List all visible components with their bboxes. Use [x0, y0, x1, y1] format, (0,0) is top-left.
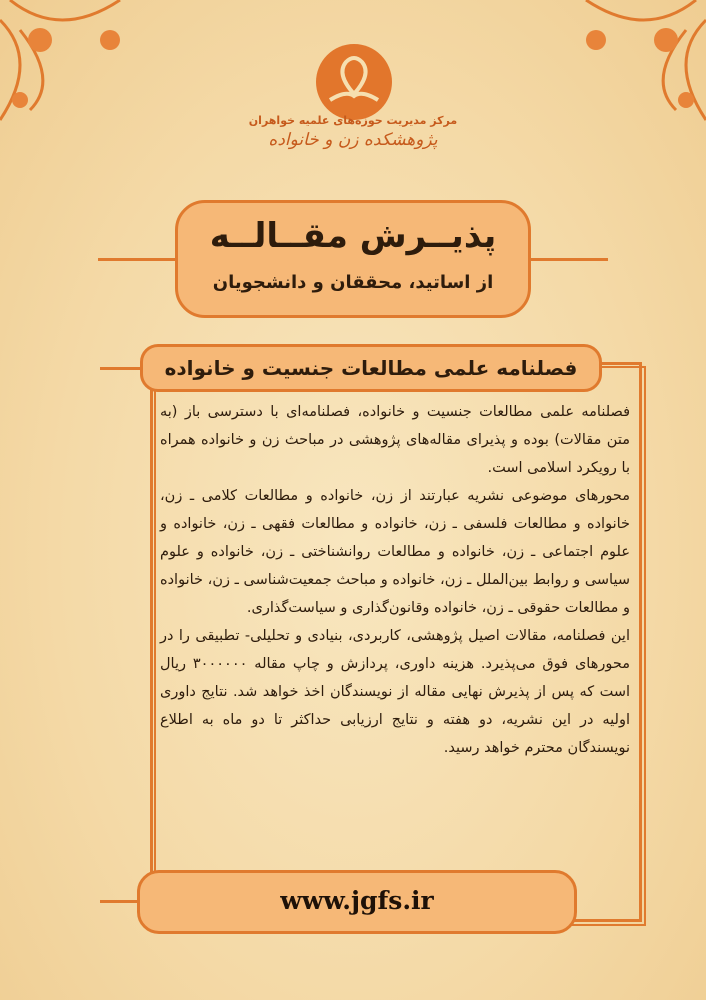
paragraph-intro: فصلنامه علمی مطالعات جنسیت و خانواده، فصلنامه‌ای با دسترسی باز (به متن مقالات) بوده و پذیرای مقاله‌های پژوهشی در مباحث زن و خانواده همراه با رویکرد اسلامی است. — [160, 404, 630, 476]
ornament-line-right — [528, 258, 608, 261]
floral-corner-ornament-right — [536, 0, 706, 130]
org-name: مرکز مدیریت حوزه‌های علمیه خواهران — [248, 114, 458, 127]
paragraph-fees: این فصلنامه، مقالات اصیل پژوهشی، کاربردی، بنیادی و تحلیلی- تطبیقی را در محورهای فوق می‌پذیرد. هزینه داوری، پردازش و چاپ مقاله ۳۰۰۰۰۰۰ ریال است که پس از پذیرش نهایی مقاله از نویسندگان اخذ خواهد شد. نتایج داوری اولیه در این نشریه، دو هفته و نتایج ارزیابی حداکثر تا دو ماه به اطلاع نویسندگان محترم خواهد رسید. — [160, 628, 630, 756]
ornament-line-left — [98, 258, 178, 261]
institute-name: پژوهشکده زن و خانواده — [268, 130, 438, 150]
journal-name-banner: فصلنامه علمی مطالعات جنسیت و خانواده — [140, 344, 602, 392]
url-line-left — [100, 900, 140, 903]
paragraph-topics: محورهای موضوعی نشریه عبارتند از زن، خانواده و مطالعات کلامی ـ زن، خانواده و مطالعات فلسفی ـ زن، خانواده و مطالعات فقهی ـ زن، خانواده و علوم اجتماعی ـ زن، خانواده و مطالعات روانشناختی ـ زن، خانواده و علوم سیاسی و روابط بین‌الملل ـ زن، خانواده و مباحث جمعیت‌شناسی ـ زن، خانواده و مطالعات حقوقی ـ زن، خانواده وقانون‌گذاری و سیاست‌گذاری. — [160, 488, 630, 616]
journal-description — [160, 398, 630, 762]
floral-corner-ornament-left — [0, 0, 170, 130]
institute-logo — [316, 44, 392, 120]
page-subtitle: از اساتید، محققان و دانشجویان — [212, 272, 494, 293]
page-title: پذیــرش مقــالــه — [209, 216, 497, 256]
website-url[interactable]: www.jgfs.ir — [137, 870, 577, 934]
